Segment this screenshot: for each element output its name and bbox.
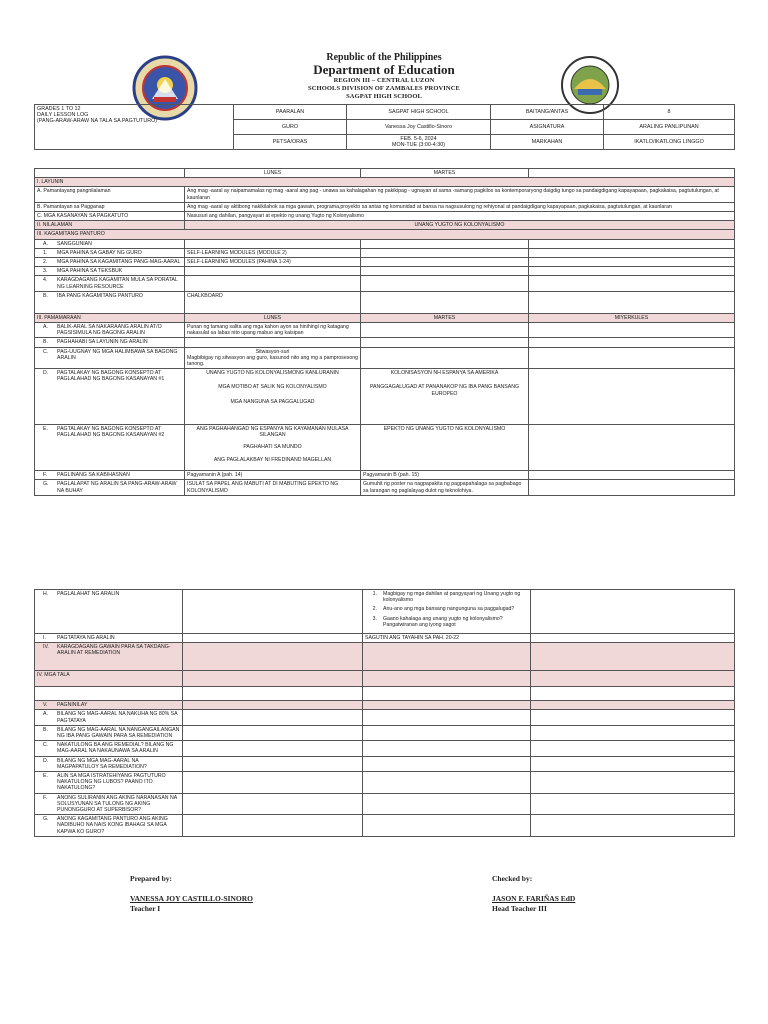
blank-cell xyxy=(183,701,363,710)
table-row xyxy=(35,815,735,837)
item-text: Gaano kahalaga ang unang yugto ng kolonyalismo? Pangatwiranan ang iyong sagot xyxy=(383,615,503,628)
item-label: ANONG SULIRANIN ANG AKING NARANASAN NA SOLUSYUNAN SA TULONG NG AKING PUNONGGURO AT SUPERBISOR? xyxy=(57,794,177,814)
paglalapat-martes: Gumuhit ng poster na nagpapakita ng pagpapahalaga sa pagbabago sa larangan ng paglalayag dulot ng teknolohiya. xyxy=(361,480,529,495)
blank-cell xyxy=(531,634,735,643)
paglalapat-lunes: ISULAT SA PAPEL ANG MABUTI AT DI MABUTING EPEKTO NG KOLONYALISMO xyxy=(185,480,361,495)
item-number: C. xyxy=(43,742,49,749)
blank-cell xyxy=(529,258,735,267)
item-number: C. xyxy=(43,348,49,355)
prepared-name: VANESSA JOY CASTILLO-SINORO xyxy=(130,894,253,903)
mga-tala-label: IV. MGA TALA xyxy=(35,671,183,687)
region-label: REGION III – CENTRAL LUZON xyxy=(333,77,435,84)
item-label: PAGLALAPAT NG ARALIN SA PANG-ARAW-ARAW NA BUHAY xyxy=(57,481,177,494)
blank-cell xyxy=(363,815,531,837)
item-label: MGA PAHINA SA KAGAMITANG PANG-MAG-AARAL xyxy=(57,259,181,266)
item-number: 3. xyxy=(372,615,377,622)
topic-text: MGA MOTIBO AT SALIK NG KOLONYALISMO xyxy=(218,384,327,391)
blank-cell xyxy=(529,276,735,291)
layunin-heading: I. LAYUNIN xyxy=(35,178,735,187)
item-number: H. xyxy=(43,591,49,597)
blank-cell xyxy=(185,338,361,347)
blank-cell xyxy=(361,239,529,248)
blank-cell xyxy=(531,725,735,740)
konsepto-1-lunes xyxy=(185,369,361,425)
blank-cell xyxy=(529,369,735,425)
sitwasyon-text: Magbibigay ng sitwasyon ang guro, kasunod nito ang mg a pamprosesong tanong. xyxy=(187,354,359,368)
item-label: BILANG NG MAG-AARAL NA NAKUHA NG 80% SA PAGTATAYA xyxy=(57,711,178,724)
sitwasyon-title: Sitwasyon-suri xyxy=(255,348,290,355)
department-title: Department of Education xyxy=(313,62,455,77)
item-label: KARAGDAGANG KAGAMITAN MULA SA PORATAL NG LEARNING RESOURCE xyxy=(57,277,178,290)
blank-cell xyxy=(529,267,735,276)
blank-cell xyxy=(183,634,363,643)
pagninilay-label xyxy=(35,701,183,710)
blank-cell xyxy=(183,590,363,634)
blank-cell xyxy=(363,741,531,756)
sanggunian-label xyxy=(35,239,185,248)
paaralan-value: SAGPAT HIGH SCHOOL xyxy=(347,105,491,120)
blank-cell xyxy=(361,323,529,338)
kagamitang-pang-mag-aaral-label xyxy=(35,258,185,267)
blank-cell xyxy=(531,590,735,634)
item-label: BALIK-ARAL SA NAKARAANG ARALIN AT/O PAGSISIMULA NG BAGONG ARALIN xyxy=(57,324,162,337)
petsa-time: MON-TUE (3:00-4:30) xyxy=(391,142,446,149)
pamantayan-pagganap-value: Ang mag -aaral ay aktibong nakikilahok sa mga gawain, programa,proyekto sa antas ng komunidad at bansa na nagsusulong ng rehiyonal at pandaigdigang kapayapaan, pagkakaisa, pagtutulungan, at kaunlaran xyxy=(185,202,735,211)
pagtataya-label xyxy=(35,634,183,643)
blank-cell xyxy=(183,741,363,756)
blank-cell xyxy=(529,425,735,471)
blank-cell xyxy=(363,725,531,740)
blank-cell xyxy=(185,276,361,291)
paghahabi-label xyxy=(35,338,185,347)
republic-title: Republic of the Philippines xyxy=(326,52,442,63)
petsa-date: FEB. 5-6, 2024 xyxy=(400,136,437,142)
day-header-martes: MARTES xyxy=(361,169,529,178)
topic-text: ANG PAGLALAKBAY NI FREDINAND MAGELLAN xyxy=(213,456,332,463)
blank-cell xyxy=(363,643,531,671)
list-item xyxy=(365,616,528,628)
item-number: E. xyxy=(43,426,48,433)
topic-text: MGA NANGUNA SA PAGGALUGAD xyxy=(230,398,315,405)
topic-text: EPEKTO NG UNANG YUGTO NG KOLONYALISMO xyxy=(383,426,506,433)
item-text: Anu-ano ang mga bansang nangunguna sa paggalugad? xyxy=(383,606,515,613)
blank-cell xyxy=(531,756,735,771)
blank-cell xyxy=(529,338,735,347)
item-text: Magbigay ng mga dahilan at pangyayari ng Unang yugto ng kolonyalismo xyxy=(383,591,521,604)
blank-cell xyxy=(183,710,363,725)
item-number: F. xyxy=(43,472,48,479)
item-number: F. xyxy=(43,794,48,801)
blank-cell xyxy=(363,671,531,687)
day-header-lunes: LUNES xyxy=(185,169,361,178)
markahan-label: MARKAHAN xyxy=(491,135,604,150)
item-number: 1. xyxy=(372,591,377,597)
asignatura-value: ARALING PANLIPUNAN xyxy=(604,120,735,135)
item-label: IBA PANG KAGAMITANG PANTURO xyxy=(57,292,143,299)
blank-cell xyxy=(361,338,529,347)
blank-cell xyxy=(35,169,185,178)
blank-cell xyxy=(531,815,735,837)
item-label: PAGNINILAY xyxy=(57,702,88,709)
dll-title-cell xyxy=(35,105,234,150)
pag-uugnay-label xyxy=(35,347,185,369)
baitang-label: BAITANG/ANTAS xyxy=(491,105,604,120)
item-number: V. xyxy=(43,702,48,709)
kasanayan-label: C. MGA KASANAYAN SA PAGKATUTO xyxy=(35,212,185,221)
kasanayan-value: Nasusuri ang dahilan, pangyayari at epekto ng unang Yugto ng Kolonyalismo xyxy=(185,212,735,221)
konsepto-2-lunes xyxy=(185,425,361,471)
iba-pang-kagamitan-value: CHALKBOARD xyxy=(185,291,361,313)
item-number: D. xyxy=(43,370,49,377)
learning-resource-label xyxy=(35,276,185,291)
school-label: SAGPAT HIGH SCHOOL xyxy=(346,93,422,100)
table-row xyxy=(35,772,735,794)
blank-cell xyxy=(183,815,363,837)
teksbuk-label xyxy=(35,267,185,276)
petsa-label: PETSA/ORAS xyxy=(234,135,347,150)
nilalaman-value: UNANG YUGTO NG KOLONYALISMO xyxy=(185,221,735,230)
konsepto-2-label xyxy=(35,425,185,471)
blank-cell xyxy=(183,671,363,687)
item-label: ALIN SA MGA ISTRATEHIYANG PAGTUTURO NAKATULONG NG LUBOS? PAANO ITO NAKATULONG? xyxy=(57,773,166,792)
item-number: D. xyxy=(43,757,49,764)
division-label: SCHOOLS DIVISION OF ZAMBALES PROVINCE xyxy=(308,85,460,92)
item-label: PAGTALAKAY NG BAGONG KONSEPTO AT PAGLALAHAD NG BAGONG KASANAYAN #1 xyxy=(57,370,165,383)
blank-cell xyxy=(35,687,183,701)
balik-aral-lunes: Punan ng tamang salita ang mga kahon ayon sa hinihingi ng katagang nakasulat sa labas nito upang mabuo ang kaisipan xyxy=(185,323,361,338)
blank-cell xyxy=(531,710,735,725)
topic-text: KOLONISASYON NH ESPANYA SA AMERIKA xyxy=(390,370,499,377)
blank-cell xyxy=(185,267,361,276)
kagamitang-pang-mag-aaral-value: SELF-LEARNING MODULES (PAHINA 1-24) xyxy=(185,258,361,267)
item-number: A. xyxy=(43,711,48,718)
item-label: MGA PAHINA SA TEKSBUK xyxy=(57,268,123,275)
day-header-miyerkules: MIYERKULES xyxy=(529,313,735,322)
item-number: A. xyxy=(43,240,48,247)
prepared-title: Teacher I xyxy=(130,904,161,913)
blank-cell xyxy=(363,772,531,794)
list-item xyxy=(365,606,528,612)
blank-cell xyxy=(361,291,529,313)
guro-label: GURO xyxy=(234,120,347,135)
blank-cell xyxy=(529,323,735,338)
blank-cell xyxy=(183,772,363,794)
nilalaman-heading: II. NILALAMAN xyxy=(35,221,185,230)
lesson-plan-table-continued xyxy=(34,589,735,837)
item-number: I. xyxy=(43,635,46,641)
list-item xyxy=(365,591,528,603)
blank-cell xyxy=(361,276,529,291)
item-label: PAGTATAYA NG ARALIN xyxy=(57,635,115,641)
item-label: PAGLALAHAT NG ARALIN xyxy=(57,591,120,597)
blank-cell xyxy=(531,643,735,671)
konsepto-1-label xyxy=(35,369,185,425)
lesson-plan-table xyxy=(34,168,735,496)
day-header-martes: MARTES xyxy=(361,313,529,322)
blank-cell xyxy=(361,258,529,267)
pamantayang-pangnilalaman-label: A. Pamantayang pangnilalaman xyxy=(35,187,185,202)
blank-cell xyxy=(529,347,735,369)
item-number: IV. xyxy=(43,644,49,651)
blank-cell xyxy=(529,480,735,495)
blank-cell xyxy=(361,248,529,257)
blank-cell xyxy=(531,741,735,756)
reflection-label xyxy=(35,815,183,837)
guro-value: Vanessa Joy Castillo-Sinoro xyxy=(347,120,491,135)
blank-cell xyxy=(183,725,363,740)
item-label: KARAGDAGANG GAWAIN PARA SA TAKDANG-ARALIN AT REMEDIATION xyxy=(57,644,171,657)
item-number: G. xyxy=(43,481,49,488)
blank-cell xyxy=(531,671,735,687)
item-number: B. xyxy=(43,339,48,346)
paglinang-martes: Pagyamanin B (pah. 15) xyxy=(361,471,529,480)
baitang-value: 8 xyxy=(604,105,735,120)
kagamitan-heading: III. KAGAMITANG PANTURO xyxy=(35,230,735,239)
checked-name: JASON F. FARIÑAS EdD xyxy=(492,894,576,903)
paglalahat-label xyxy=(35,590,183,634)
paglinang-lunes: Pagyamanin A (pah. 14) xyxy=(185,471,361,480)
paglalapat-label xyxy=(35,480,185,495)
dll-title-line2: DAILY LESSON LOG xyxy=(37,112,89,119)
paglalahat-questions xyxy=(365,591,528,628)
item-number: B. xyxy=(43,726,48,733)
blank-cell xyxy=(363,756,531,771)
prepared-by-block xyxy=(130,874,253,914)
reflection-label xyxy=(35,772,183,794)
item-label: BILANG NG MAG-AARAL NA NANGANGAILANGAN NG IBA PANG GAWAIN PARA SA REMEDIATION xyxy=(57,726,180,740)
letterhead xyxy=(0,52,768,101)
table-row xyxy=(35,741,735,756)
topic-text: ANG PAGHAHANGAD NG ESPANYA NG KAYAMANAN MULASA SILANGAN xyxy=(196,426,349,439)
blank-cell xyxy=(529,291,735,313)
item-number: E. xyxy=(43,773,48,780)
blank-cell xyxy=(361,267,529,276)
paaralan-label: PAARALAN xyxy=(234,105,347,120)
pamantayan-pagganap-label: B. Pamantayan sa Pagganap xyxy=(35,202,185,211)
blank-cell xyxy=(183,756,363,771)
blank-cell xyxy=(185,239,361,248)
blank-cell xyxy=(529,239,735,248)
blank-cell xyxy=(183,793,363,815)
checked-by-block xyxy=(492,874,575,914)
blank-cell xyxy=(363,793,531,815)
pagninilay-rows xyxy=(35,710,735,836)
blank-cell xyxy=(363,687,531,701)
item-label: PAGHAHABI SA LAYUNIN NG ARALIN xyxy=(57,339,148,346)
topic-text: PANGGAGALUGAD AT PANANAKOP NG IBA PANG BANSANG EUROPEO xyxy=(369,384,520,397)
blank-cell xyxy=(531,701,735,710)
blank-cell xyxy=(531,687,735,701)
dll-title-line1: GRADES 1 TO 12 xyxy=(37,106,81,112)
item-label: PAGLINANG SA KABIHASNAN xyxy=(57,472,130,479)
item-number: G. xyxy=(43,816,49,823)
petsa-value xyxy=(347,135,491,150)
item-number: 2. xyxy=(372,606,377,613)
reflection-label xyxy=(35,725,183,740)
checked-label: Checked by: xyxy=(492,874,533,883)
table-row xyxy=(35,725,735,740)
item-label: ANONG KAGAMITANG PANTURO ANG AKING NADIBUHO NA NAIS KONG IBAHAGI SA MGA KAPWA KO GURO? xyxy=(57,816,168,835)
blank-cell xyxy=(361,347,529,369)
pagtataya-martes: SAGUTIN ANG TAYAHIN SA PAH. 20-22 xyxy=(363,634,531,643)
blank-cell xyxy=(363,701,531,710)
blank-cell xyxy=(531,772,735,794)
reflection-label xyxy=(35,793,183,815)
table-row xyxy=(35,756,735,771)
takdang-aralin-label xyxy=(35,643,183,671)
topic-text: UNANG YUGTO NG KOLONYALISMONG KANLURANIN xyxy=(206,370,339,377)
item-label: MGA PAHINA SA GABAY NG GURO xyxy=(57,249,142,256)
item-number: A. xyxy=(43,324,48,331)
blank-cell xyxy=(531,793,735,815)
item-number: B. xyxy=(43,292,48,299)
reflection-label xyxy=(35,710,183,725)
item-number: 3. xyxy=(43,268,48,275)
lesson-info-table xyxy=(34,104,735,150)
reflection-label xyxy=(35,741,183,756)
table-row xyxy=(35,793,735,815)
item-label: PAG-UUGNAY NG MGA HALIMBAWA SA BAGONG ARALIN xyxy=(57,348,178,361)
item-number: 1. xyxy=(43,249,48,256)
reflection-label xyxy=(35,756,183,771)
paglinang-label xyxy=(35,471,185,480)
blank-cell xyxy=(183,643,363,671)
topic-text: PAGHAHATI SA MUNDO xyxy=(243,443,302,450)
blank-cell xyxy=(529,169,735,178)
dll-title-line3: (PANG-ARAW-ARAW NA TALA SA PAGTUTURO) xyxy=(37,118,158,125)
table-row xyxy=(35,710,735,725)
balik-aral-label xyxy=(35,323,185,338)
konsepto-2-martes xyxy=(361,425,529,471)
pamamaraan-heading: III. PAMAMARAAN xyxy=(35,313,185,322)
item-number: 4. xyxy=(43,277,48,284)
asignatura-label: ASIGNATURA xyxy=(491,120,604,135)
item-label: SANGGUNIAN xyxy=(57,240,92,247)
markahan-value: IKATLO/IKATLONG LINGGO xyxy=(604,135,735,150)
pag-uugnay-lunes xyxy=(185,347,361,369)
item-label: NAKATULONG BA ANG REMEDIAL? BILANG NG MAG-AARAL NA NAKAUNAWA SA ARALIN xyxy=(57,742,174,755)
konsepto-1-martes xyxy=(361,369,529,425)
item-label: BILANG NG MGA MAG-AARAL NA MAGPAPATULOY SA REMEDIATION? xyxy=(57,757,147,770)
day-header-lunes: LUNES xyxy=(185,313,361,322)
paglalahat-martes xyxy=(363,590,531,634)
iba-pang-kagamitan-label xyxy=(35,291,185,313)
gabay-guro-label xyxy=(35,248,185,257)
gabay-guro-value: SELF-LEARNING MODULES (MODULE 2) xyxy=(185,248,361,257)
pamantayang-pangnilalaman-value: Ang mag -aaral ay naipamamalas ng mag -aaral ang pag - unawa sa kahalagahan ng pakikipag - ugnayan at sama -samang pagkilos sa kontemporaryong daigdig tungo sa pandaigdigang kapayapaan, pagkakaisa, pagtutulungan, at kaunlaran xyxy=(185,187,735,202)
blank-cell xyxy=(529,248,735,257)
blank-cell xyxy=(183,687,363,701)
item-label: PAGTALAKAY NG BAGONG KONSEPTO AT PAGLALAHAD NG BAGONG KASANAYAN #2 xyxy=(57,426,165,439)
blank-cell xyxy=(529,471,735,480)
blank-cell xyxy=(363,710,531,725)
prepared-label: Prepared by: xyxy=(130,874,173,883)
checked-title: Head Teacher III xyxy=(492,904,547,913)
item-number: 2. xyxy=(43,259,48,266)
